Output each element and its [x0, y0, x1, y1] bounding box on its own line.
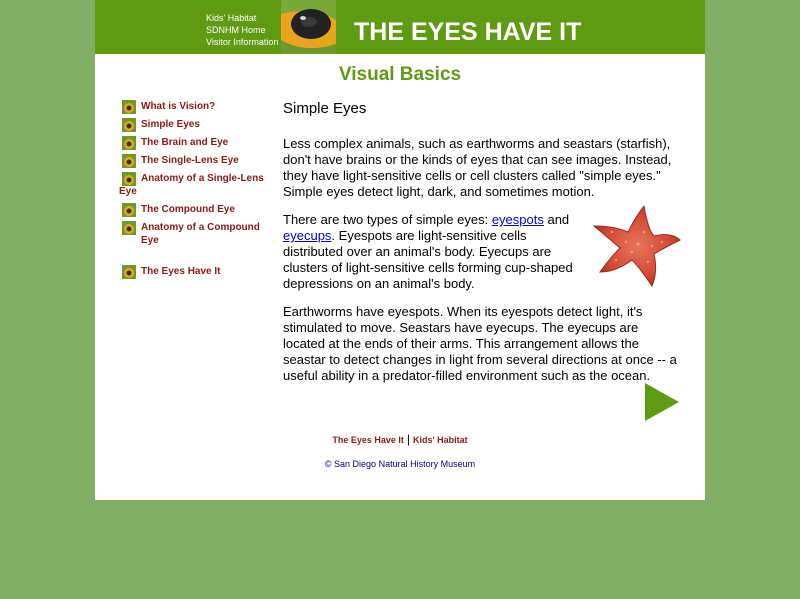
- eye-bullet-icon: [122, 172, 136, 186]
- copyright: © San Diego Natural History Museum: [324, 459, 476, 469]
- footer-links: [95, 432, 705, 446]
- eye-bullet-icon: [122, 136, 136, 150]
- paragraph-text: and: [543, 212, 570, 227]
- paragraph-intro: Less complex animals, such as earthworms and seastars (starfish), don't have brains or the kinds of eyes that can see images. Instead, they have light-sensitive cells or cell clusters called "simple eyes." Simple eyes detect light, dark, and sometimes motion.: [283, 136, 672, 199]
- article-title: Simple Eyes: [283, 100, 367, 117]
- nav-item-label: Anatomy of a Single-Lens Eye: [119, 173, 264, 197]
- nav-item-label: The Compound Eye: [141, 204, 235, 215]
- sidebar-nav: [119, 100, 269, 283]
- visitor-information-link[interactable]: Visitor Information: [206, 37, 279, 47]
- page-heading: Visual Basics: [338, 64, 462, 85]
- paragraph-text: There are two types of simple eyes:: [283, 212, 492, 227]
- eye-bullet-icon: [122, 100, 136, 114]
- page-container: [95, 0, 705, 500]
- nav-item-single-lens-eye[interactable]: [119, 154, 269, 167]
- eye-bullet-icon: [122, 154, 136, 168]
- nav-item-label: The Single-Lens Eye: [141, 155, 239, 166]
- nav-item-simple-eyes[interactable]: [119, 118, 269, 131]
- eye-bullet-icon: [122, 203, 136, 217]
- nav-item-label: The Eyes Have It: [141, 266, 221, 277]
- eyecups-link[interactable]: eyecups: [283, 228, 332, 243]
- nav-item-label: Simple Eyes: [141, 119, 200, 130]
- nav-item-compound-eye[interactable]: [119, 203, 269, 216]
- eye-bullet-icon: [122, 118, 136, 132]
- nav-item-label: What is Vision?: [141, 101, 216, 112]
- paragraph-types: [283, 212, 583, 292]
- nav-item-eyes-have-it[interactable]: [119, 265, 269, 278]
- paragraph-text: . Eyespots are light-sensitive cells distributed over an animal's body. Eyecups are clusters of light-sensitive cells forming cup-shaped depressions on an animal's body.: [283, 228, 573, 291]
- eyespots-link[interactable]: eyespots: [491, 212, 544, 227]
- footer-separator: |: [406, 432, 410, 446]
- site-title: THE EYES HAVE IT: [354, 18, 582, 46]
- paragraph-earthworms: Earthworms have eyespots. When its eyespots detect light, it's stimulated to move. Seastars have eyecups. The eyecups are located at the ends of their arms. This arrangement allows the seastar to detect changes in light from several directions at once -- a useful ability in a predator-filled environment such as the ocean.: [283, 304, 677, 383]
- kids-habitat-link[interactable]: Kids' Habitat: [206, 13, 257, 23]
- nav-item-label: The Brain and Eye: [141, 137, 229, 148]
- eye-logo-icon: [281, 0, 336, 54]
- next-arrow-icon[interactable]: [645, 383, 679, 421]
- nav-item-anatomy-single-lens-eye[interactable]: [119, 172, 269, 198]
- footer-kids-habitat-link[interactable]: Kids' Habitat: [413, 435, 468, 445]
- sdnhm-home-link[interactable]: SDNHM Home: [206, 25, 266, 35]
- eye-bullet-icon: [122, 221, 136, 235]
- eye-bullet-icon: [122, 265, 136, 279]
- footer-eyes-have-it-link[interactable]: The Eyes Have It: [332, 435, 404, 445]
- nav-item-what-is-vision[interactable]: [119, 100, 269, 113]
- nav-item-brain-and-eye[interactable]: [119, 136, 269, 149]
- nav-item-anatomy-compound-eye[interactable]: [119, 221, 269, 247]
- nav-item-label: Anatomy of a Compound Eye: [141, 222, 260, 246]
- header-banner: [95, 0, 705, 54]
- starfish-image: [592, 202, 682, 288]
- top-links: [206, 12, 286, 48]
